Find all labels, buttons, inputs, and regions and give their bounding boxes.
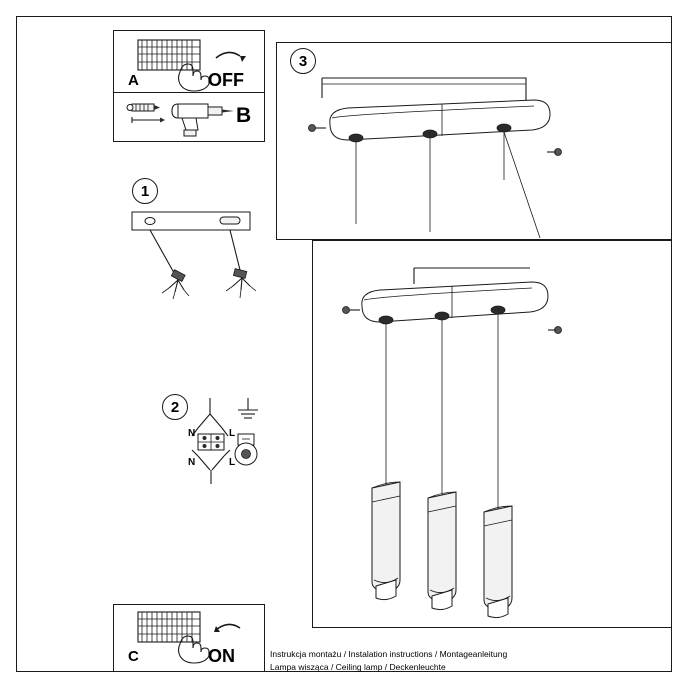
step-c-illustration — [120, 608, 265, 668]
step-c-label: C — [128, 648, 139, 665]
step-3-badge: 3 — [290, 48, 316, 74]
step-b-label: B — [236, 104, 252, 127]
step-1-badge: 1 — [132, 178, 158, 204]
step-2-illustration — [176, 392, 272, 488]
step-a-action-off: OFF — [208, 70, 244, 90]
caption-line-2: Lampa wisząca / Ceiling lamp / Deckenleuchte — [270, 662, 446, 672]
terminal-n-bottom: N — [188, 457, 196, 468]
step-ab-divider — [113, 92, 265, 93]
product-illustration — [318, 250, 666, 622]
step-2-badge: 2 — [162, 394, 188, 420]
terminal-n-top: N — [188, 428, 196, 439]
step-a-label: A — [128, 72, 139, 89]
earth-icon — [238, 398, 258, 418]
step-c-action-on: ON — [208, 646, 235, 666]
step-1-illustration — [120, 206, 270, 306]
terminal-l-top: L — [229, 428, 236, 439]
caption-line-1: Instrukcja montażu / Instalation instructions / Montageanleitung — [270, 649, 508, 659]
step-3-illustration — [282, 60, 670, 238]
terminal-l-bottom: L — [229, 457, 236, 468]
